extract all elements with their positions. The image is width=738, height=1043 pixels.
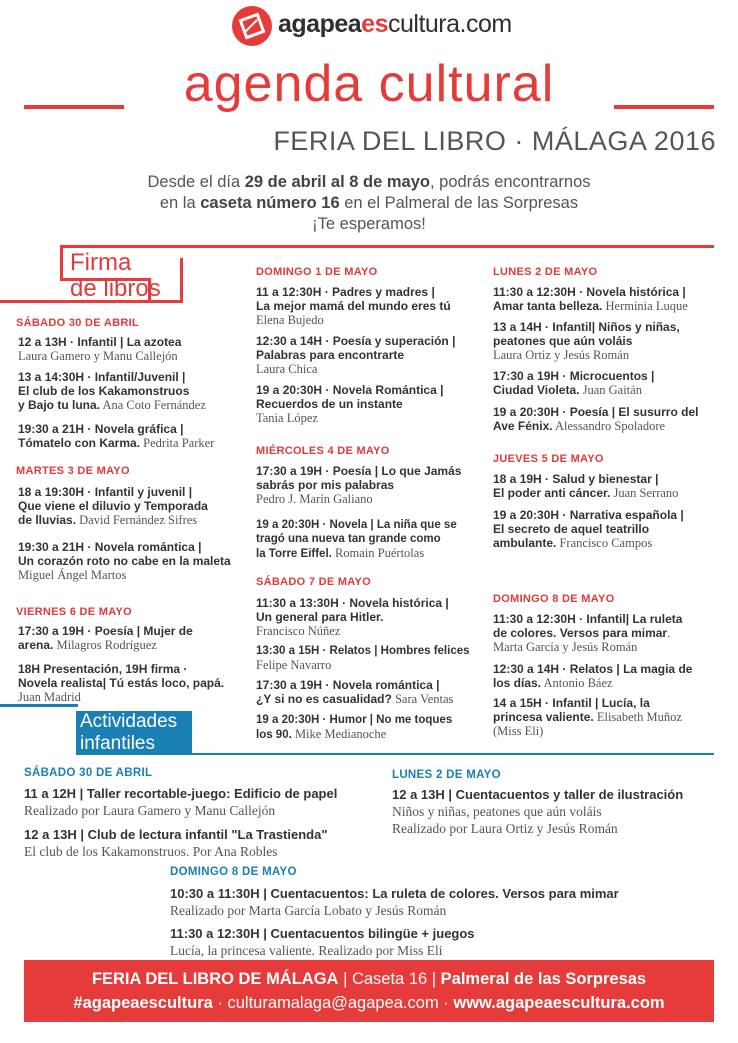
event-item: 19 a 20:30H · Poesía | El susurro del Ave Fénix. Alessandro Spoladore bbox=[493, 405, 699, 433]
page-subtitle: FERIA DEL LIBRO · MÁLAGA 2016 bbox=[273, 126, 716, 156]
event-item: 11:30 a 12:30H · Infantil| La ruleta de colores. Versos para mimar. Marta García y Jesús Román bbox=[493, 612, 683, 654]
event-item: 14 a 15H · Infantil | Lucía, la princesa valiente. Elisabeth Muñoz (Miss Eli) bbox=[493, 696, 682, 738]
event-item: 19 a 20:30H · Humor | No me toques los 90. Mike Medianoche bbox=[256, 714, 453, 741]
event-item: 17:30 a 19H · Microcuentos | Ciudad Violeta. Juan Gaitán bbox=[493, 369, 655, 397]
day-heading: SÁBADO 30 DE ABRIL bbox=[16, 317, 139, 329]
firma-box-right bbox=[180, 258, 183, 302]
brand-name: agapeaescultura.com bbox=[278, 10, 512, 38]
event-item: 13 a 14H · Infantil| Niños y niñas, peatones que aún voláis Laura Ortiz y Jesús Román bbox=[493, 320, 680, 362]
actividades-label-1: Actividades bbox=[80, 711, 178, 732]
actividades-label-2: infantiles bbox=[80, 733, 155, 754]
day-heading: DOMINGO 1 DE MAYO bbox=[256, 266, 378, 278]
event-item: 17:30 a 19H · Poesía | Lo que Jamás sabrás por mis palabras Pedro J. Marín Galiano bbox=[256, 464, 462, 506]
website-link[interactable]: www.agapeaescultura.com bbox=[453, 994, 665, 1012]
day-heading: SÁBADO 30 DE ABRIL bbox=[24, 767, 153, 779]
event-item: 18H Presentación, 19H firma · Novela realista| Tú estás loco, papá. Juan Madrid bbox=[18, 662, 225, 704]
book-logo-icon bbox=[232, 6, 272, 46]
event-item: 19:30 a 21H · Novela gráfica | Tómatelo con Karma. Pedrita Parker bbox=[18, 422, 215, 450]
event-item: 18 a 19:30H · Infantil y juvenil | Que viene el diluvio y Temporada de lluvias. David Fernández Sifres bbox=[18, 485, 208, 527]
day-heading: MIÉRCOLES 4 DE MAYO bbox=[256, 445, 390, 457]
activity-item: 12 a 13H | Cuentacuentos y taller de ilustración Niños y niñas, peatones que aún voláis Realizado por Laura Ortiz y Jesús Román bbox=[392, 787, 684, 836]
activity-item: 11:30 a 12:30H | Cuentacuentos bilingüe + juegos Lucía, la princesa valiente. Realizado por Miss Eli bbox=[170, 926, 475, 958]
event-item: 11 a 12:30H · Padres y madres | La mejor mamá del mundo eres tú Elena Bujedo bbox=[256, 285, 451, 327]
day-heading: VIERNES 6 DE MAYO bbox=[16, 606, 132, 618]
event-item: 18 a 19H · Salud y bienestar | El poder anti cáncer. Juan Serrano bbox=[493, 472, 679, 500]
day-heading: LUNES 2 DE MAYO bbox=[493, 266, 598, 278]
firma-top-rule bbox=[60, 245, 714, 248]
day-heading: MARTES 3 DE MAYO bbox=[16, 465, 130, 477]
activity-item: 10:30 a 11:30H | Cuentacuentos: La ruleta de colores. Versos para mimar Realizado por Marta García Lobato y Jesús Román bbox=[170, 886, 619, 918]
firma-box-left bbox=[60, 245, 63, 279]
hashtag: #agapeaescultura bbox=[73, 994, 213, 1012]
event-item: 12:30 a 14H · Relatos | La magia de los días. Antonio Báez bbox=[493, 662, 693, 690]
event-item: 11:30 a 13:30H · Novela histórica | Un general para Hitler. Francisco Núñez bbox=[256, 596, 449, 638]
event-item: 19 a 20:30H · Novela | La niña que se tragó una nueva tan grande como la Torre Eiffel. Romain Puértolas bbox=[256, 519, 457, 560]
activity-item: 12 a 13H | Club de lectura infantil "La Trastienda" El club de los Kakamonstruos. Por Ana Robles bbox=[24, 827, 328, 859]
event-item: 13:30 a 15H · Relatos | Hombres felices Felipe Navarro bbox=[256, 645, 470, 672]
intro-text: Desde el día 29 de abril al 8 de mayo, podrás encontrarnos en la caseta número 16 en el Palmeral de las Sorpresas ¡Te esperamos! bbox=[147, 173, 591, 233]
event-item: 17:30 a 19H · Novela romántica | ¿Y si no es casualidad? Sara Ventas bbox=[256, 678, 454, 706]
event-item: 12:30 a 14H · Poesía y superación | Palabras para encontrarte Laura Chica bbox=[256, 334, 456, 376]
day-heading: DOMINGO 8 DE MAYO bbox=[170, 866, 297, 878]
page-title: agenda cultural bbox=[183, 55, 555, 113]
day-heading: SÁBADO 7 DE MAYO bbox=[256, 576, 372, 588]
email-link[interactable]: culturamalaga@agapea.com bbox=[227, 994, 439, 1012]
actividades-rule-right bbox=[190, 753, 714, 755]
firma-label-2: de libros bbox=[70, 275, 161, 302]
brand-logo bbox=[232, 4, 512, 50]
day-heading: JUEVES 5 DE MAYO bbox=[493, 453, 604, 465]
footer-banner: FERIA DEL LIBRO DE MÁLAGA | Caseta 16 | Palmeral de las Sorpresas #agapeaescultura · culturamalaga@agapea.com · www.agapeaescultura.com bbox=[24, 960, 714, 1022]
event-item: 12 a 13H · Infantil | La azotea Laura Gamero y Manu Callejón bbox=[18, 335, 182, 363]
activity-item: 11 a 12H | Taller recortable-juego: Edificio de papel Realizado por Laura Gamero y Manu Callejón bbox=[24, 786, 338, 818]
event-item: 19:30 a 21H · Novela romántica | Un corazón roto no cabe en la maleta Miguel Ángel Martos bbox=[18, 540, 231, 582]
actividades-rule-left bbox=[0, 704, 78, 707]
event-item: 17:30 a 19H · Poesía | Mujer de arena. Milagros Rodríguez bbox=[18, 624, 193, 652]
event-item: 19 a 20:30H · Novela Romántica | Recuerdos de un instante Tania López bbox=[256, 383, 444, 425]
event-item: 13 a 14:30H · Infantil/Juvenil | El club de los Kakamonstruos y Bajo tu luna. Ana Coto Fernández bbox=[18, 370, 206, 412]
day-heading: LUNES 2 DE MAYO bbox=[392, 769, 501, 781]
event-item: 11:30 a 12:30H · Novela histórica | Amar tanta belleza. Herminia Luque bbox=[493, 285, 688, 313]
day-heading: DOMINGO 8 DE MAYO bbox=[493, 593, 615, 605]
event-item: 19 a 20:30H · Narrativa española | El secreto de aquel teatrillo ambulante. Francisco Campos bbox=[493, 508, 684, 550]
firma-label-1: Firma bbox=[70, 249, 132, 276]
